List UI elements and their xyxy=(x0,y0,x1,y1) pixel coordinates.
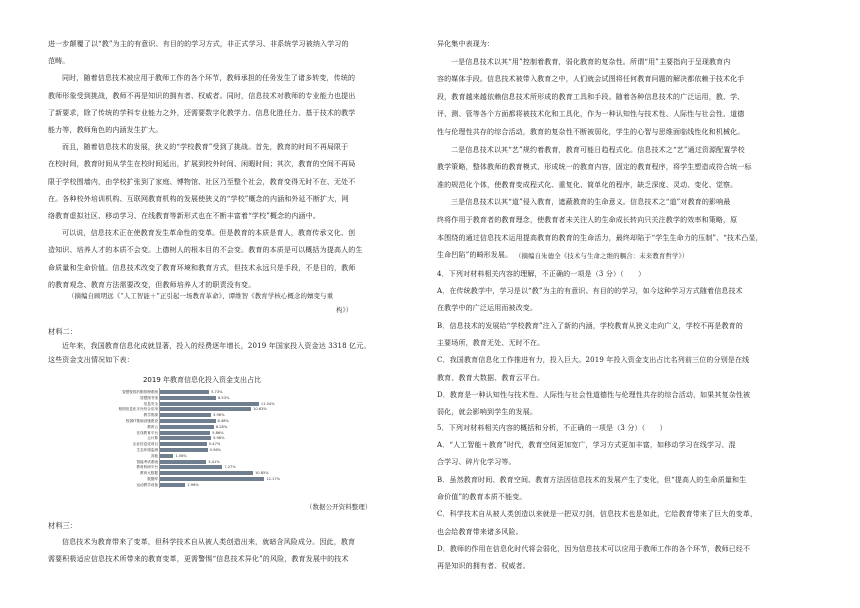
chart-value-label: 1.56% xyxy=(175,453,187,458)
chart-bar xyxy=(160,402,259,406)
source-citation-2: （摘编自朱德全《技术与生命之维的耦合：未来教育哲学》） xyxy=(515,252,689,260)
q4-opts-line: 在教学中的广泛运用而被改变。 xyxy=(437,304,538,313)
chart-value-label: 2.96% xyxy=(187,482,199,487)
chart-bar xyxy=(160,477,264,481)
left-lines-line: 同时，随着信息技术被应用于教师工作的各个环节，教师承担的任务发生了诸多转变，传统的 xyxy=(62,74,356,83)
chart-bar xyxy=(160,436,211,440)
right-lines-line: 性与伦理性共存的综合活动，教育的复杂性不断被弱化，学生的心智与思维面临线性化和机械化。 xyxy=(437,128,745,136)
left-lines-line: 教师形象受到挑战，教师不再是知识的拥有者、权威者。同时，信息技术对教师的专业能力也提出 xyxy=(48,91,356,100)
left-lines-line: 进一步颠覆了以“教”为主的有意识、有目的的学习方式，非正式学习、非系统学习被纳入学习的 xyxy=(48,40,349,48)
chart-category-label: 在线教育平台 xyxy=(136,430,158,435)
q5-opts-line: C．科学技术自从被人类创造以来就是一把双刃剑，信息技术也是如此，它给教育带来了巨大的变革， xyxy=(437,510,758,519)
chart-value-label: 6.28% xyxy=(215,424,228,429)
source-citation-1: （摘编自顾明远《“人工智能＋”正引起一场教育革命》、谭维智《教育学核心概念的嬗变与重 xyxy=(68,292,334,300)
q4-opts-line: A．在传统教学中，学习是以“教”为主的有意识、有目的的学习，如今这种学习方式随着信息技术 xyxy=(437,287,743,295)
question-4: 4．下列对材料相关内容的理解，不正确的一项是（3 分）（ ） xyxy=(437,270,646,278)
chart-category-label: 校园信息化平台综合应用 xyxy=(118,407,158,412)
chart-source: （数据公开资料整理） xyxy=(306,503,372,511)
q5-opts-line: 合学习、碎片化学习等。 xyxy=(437,458,516,467)
material-2-label: 材料二： xyxy=(48,327,78,336)
chart-category-label: 智慧校园后勤管理系统 xyxy=(122,390,158,394)
chart-category-label: 教育云 xyxy=(147,424,158,429)
left-lines-line: 了新要求，除了传统的学科专业能力之外，还需要数字化教学力、信息化胜任力、基于技术的教学 xyxy=(48,108,356,117)
q5-opts-line: B．虽然教育时间、教育空间、教育方法因信息技术的发展产生了变化，但“提高人的生命质量和生 xyxy=(437,475,747,484)
chart-bar xyxy=(160,431,210,435)
right-lines-line: 三是信息技术以其“道”侵入教育，遮蔽教育的生命意义。信息技术之“道”对教育的影响最 xyxy=(451,198,731,207)
left-lines-line: 络教育虚拟社区、移动学习、在线教育等新形式也在不断丰富着“学校”概念的内涵中。 xyxy=(48,212,321,220)
left-lines-line: 的教育观念、教育方法需要改变，但教师培养人才的职责没有变。 xyxy=(48,280,256,289)
chart-category-label: 智能考试系统 xyxy=(136,459,158,464)
m2-lines-line: 近年来，我国教育信息化成就显著，投入的经费逐年增长，2019 年国家投入资金达 3318 亿元。 xyxy=(62,342,371,350)
chart-value-label: 6.53% xyxy=(217,395,230,400)
chart-value-label: 5.73% xyxy=(211,390,223,394)
chart-bar xyxy=(160,407,251,411)
right-lines-line: 异化集中表现为： xyxy=(437,40,495,48)
chart-bar xyxy=(160,471,253,475)
chart-category-label: 教学资源 xyxy=(143,413,158,418)
chart-value-label: 6.48% xyxy=(217,419,229,423)
chart-bar xyxy=(160,442,207,446)
chart-bar xyxy=(160,413,211,417)
chart-category-label: 信息安全 xyxy=(143,401,158,406)
chart-value-label: 5.41% xyxy=(208,459,220,464)
question-5: 5．下列对材料相关内容的概括和分析，不正确的一项是（3 分）（ ） xyxy=(437,424,667,432)
left-lines-line: 在。各种校外培训机构、互联网教育机构的发展使狭义的“学校”概念的内涵和外延不断扩大，网 xyxy=(48,194,349,203)
left-lines-line: 命质量和生命价值。信息技术改变了教育环境和教育方式，但技术永远只是手段，不是目的，教师 xyxy=(48,263,356,272)
q4-opts-line: 主要场所，教育无处、无时不在。 xyxy=(437,338,545,347)
q4-opts-line: 弱化，就会影响到学生的发展。 xyxy=(437,408,538,417)
q4-opts-line: B．信息技术的发展给“学校教育”注入了新的内涵，学校教育从狭义走向广义，学校不再是教育的 xyxy=(437,321,743,330)
chart-value-label: 12.17% xyxy=(266,477,281,481)
chart-category-label: 教育科研平台 xyxy=(136,465,158,470)
right-lines-line: 终将作用于教育者的教育理念，使教育者未关注人的生命成长转向只关注教学的效率和策略，原 xyxy=(437,216,738,224)
chart-category-label: 企业信息化项目 xyxy=(132,442,158,447)
chart-category-label: 生态环境监测 xyxy=(136,448,158,452)
chart-title: 2019 年教育信息化投入资金支出占比 xyxy=(142,376,262,384)
q4-opts-line: 教育、教育大数据、教育云平台。 xyxy=(437,373,545,382)
chart-bar xyxy=(160,460,206,464)
chart-bar xyxy=(160,483,185,487)
q5-opts-line: 也会给教育带来诸多风险。 xyxy=(437,527,523,536)
right-lines-line: 本围绕的通过信息技术运用提高教育的教育的生命活力，最终却陷于“学生生命力的压制”、“技术凸显， xyxy=(437,233,763,242)
chart-category-label: 云计算 xyxy=(147,436,158,441)
chart-value-label: 5.86% xyxy=(212,430,224,435)
right-lines-line: 二是信息技术以其“艺”规约着教育，教育可能日趋程式化。信息技术之“艺”通过资源配置学校 xyxy=(451,145,745,154)
chart-value-label: 10.85% xyxy=(255,471,269,476)
q4-opts-line: D．教育是一种认知性与技术性、人际性与社会性道德性与伦理性共存的综合活动，如果其复杂性被 xyxy=(437,390,751,399)
material-3-label: 材料三： xyxy=(48,521,78,530)
m2-lines-line: 这些资金支出情况如下表： xyxy=(48,356,134,364)
chart-bar xyxy=(160,465,222,469)
chart-category-label: 校园IT基础设施建设 xyxy=(125,419,158,423)
q4-opts-line: C．我国教育信息化工作推进有力，投入巨大。2019 年投入资金支出占比名列前三位的分别是在线 xyxy=(437,356,750,365)
chart-bar xyxy=(160,448,208,452)
chart-bar xyxy=(160,390,209,394)
right-lines-line: 段，教育越来越依赖信息技术所形成的教育工具和手段。随着各种信息技术的广泛运用，教、学、 xyxy=(437,92,745,101)
chart-value-label: 7.27% xyxy=(224,465,236,470)
chart-bar xyxy=(160,396,216,400)
chart-category-label: 其他 xyxy=(150,453,158,458)
left-lines-line: 能力等，教师角色的内涵发生扩大。 xyxy=(48,126,163,134)
q5-opts-line: 再是知识的拥有者、权威者。 xyxy=(437,562,530,571)
chart-bar xyxy=(160,419,216,423)
left-lines-line: 可以说，信息技术正在使教育发生革命性的变革。但是教育的本质是育人，教育传承文化、创 xyxy=(62,229,356,238)
left-lines-line: 而且，随着信息技术的发展，狭义的“学校教育”受到了挑战。首先，教育的时间不再局限于 xyxy=(62,143,349,152)
right-lines-line: 教学策略，整体教师的教育模式，形成统一的教育内容，固定的教育程序，将学生塑造成符合统一标 xyxy=(437,163,752,172)
chart-value-label: 5.56% xyxy=(209,448,222,452)
chart-bar xyxy=(160,425,214,429)
chart-value-label: 11.54% xyxy=(260,401,275,406)
chart-category-label: 运动教学设备 xyxy=(136,482,158,487)
left-lines-line: 在校时间，教育时间从学生在校时间延出，扩展到校外时间、闲暇时间；其次，教育的空间不再局 xyxy=(48,160,356,169)
m3-lines-line: 信息技术为教育带来了变革，但科学技术自从被人类创造出来，就暗含风险成分。因此，教育 xyxy=(62,538,356,546)
right-lines-line: 生命凹陷”的畸形发展。 xyxy=(437,251,513,260)
right-lines-line: 一是信息技术以其“用”控制着教育，弱化教育的复杂性。所谓“用”主要指向于呈现教育内 xyxy=(451,57,731,66)
chart-category-label: 数据库 xyxy=(147,477,158,481)
right-lines-line: 评、测、管等各个方面都将被技术化和工具化，作为一种认知性与技术性、人际性与社会性、道德 xyxy=(437,110,745,119)
chart-value-label: 5.47% xyxy=(208,442,221,447)
q5-opts-line: A．“人工智能＋教育”时代，教育空间更加宽广，学习方式更加丰富，如移动学习在线学习、混 xyxy=(437,441,736,449)
left-lines-line: 限于学校围墙内，由学校扩张到了家庭、博物馆、社区乃至整个社会，教育变得无时不在、无处不 xyxy=(48,177,356,186)
q5-opts-line: D．教师的作用在信息化时代将会弱化，因为信息技术可以应用于教师工作的各个环节，教师已经不 xyxy=(437,544,751,553)
chart-value-label: 10.63% xyxy=(253,407,267,412)
m3-lines-line: 需要积极适应信息技术所带来的教育变革，更需警惕“信息技术异化”的风险，教育发展中的技术 xyxy=(48,555,349,563)
expenditure-bar-chart xyxy=(118,376,286,498)
chart-category-label: 教育大数据 xyxy=(140,471,158,476)
right-lines-line: 准的规范化个体，使教育变成程式化、重复化、简单化的程序，缺乏深度、灵动、变化、觉察。 xyxy=(437,180,738,189)
left-lines-line: 造知识、培养人才的本质不会变。上德树人的根本目的不会变。教育的本质是可以概括为提高人的生 xyxy=(48,246,363,255)
left-lines-line: 范畴。 xyxy=(48,57,70,66)
chart-category-label: 智慧图书馆 xyxy=(140,395,158,400)
chart-value-label: 5.96% xyxy=(213,436,225,441)
chart-value-label: 5.96% xyxy=(213,413,225,418)
source-citation-1-end: 构》） xyxy=(336,306,353,314)
chart-bar xyxy=(160,454,173,458)
q5-opts-line: 命价值”的教育本质不能变。 xyxy=(437,492,527,501)
right-lines-line: 容的媒体手段。信息技术被带入教育之中，人们就会试图将任何教育问题的解决都依赖于技术化手 xyxy=(437,75,745,84)
